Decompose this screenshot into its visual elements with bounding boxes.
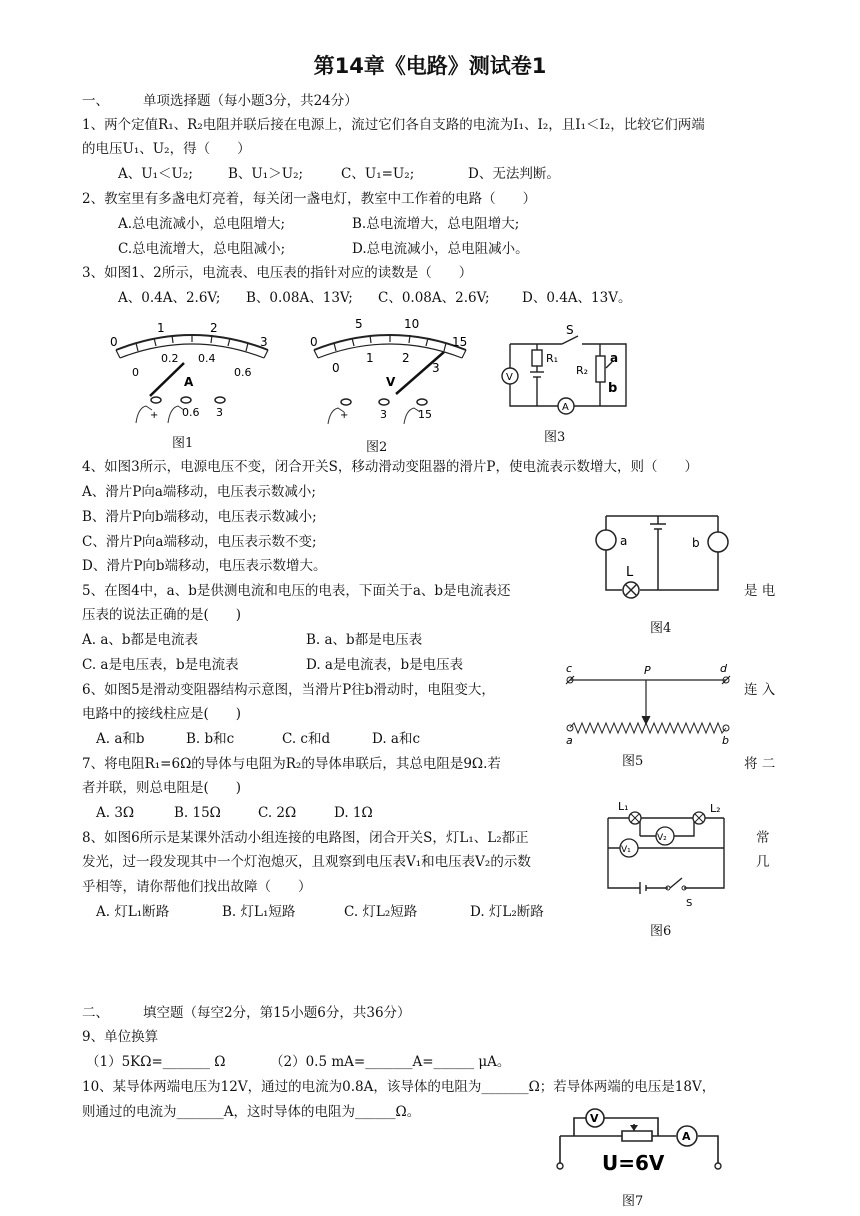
q6-option-b: B. b和c (186, 731, 235, 747)
q4-stem: 4、如图3所示，电源电压不变，闭合开关S，移动滑动变阻器的滑片P，使电流表示数增大，则（ ） (82, 459, 699, 475)
q4-option-c: C、滑片P向a端移动，电压表示数不变; (82, 534, 317, 550)
q5-stem-line1-tail: 是 电 (744, 583, 776, 599)
fig2-caption: 图2 (366, 440, 388, 455)
q8-stem-line1: 8、如图6所示是某课外活动小组连接的电路图，闭合开关S，灯L₁、L₂都正 (82, 830, 529, 846)
q5-stem-line2: 压表的说法正确的是( ) (82, 607, 242, 623)
q6-option-a: A. a和b (96, 731, 145, 747)
fig1-top-tick-3: 3 (260, 335, 268, 349)
fig1-top-tick-0: 0 (110, 335, 118, 349)
fig1-top-tick-1: 1 (157, 321, 165, 335)
fig4-meter-a (596, 530, 616, 550)
fig1-terminal-3: 3 (216, 406, 223, 419)
svg-text:A: A (562, 402, 569, 413)
q8-option-a: A. 灯L₁断路 (96, 904, 170, 920)
q1-option-a: A、U₁＜U₂; (118, 166, 193, 182)
fig4-a-label: a (620, 534, 628, 548)
q6-stem-line1: 6、如图5是滑动变阻器结构示意图，当滑片P往b滑动时，电阻变大， (82, 682, 495, 698)
fig5-caption: 图5 (622, 754, 644, 769)
q9-part2: （2）0.5 mA=_______A=______ μA。 (270, 1054, 511, 1070)
q7-stem-line2: 者并联，则总电阻是( ) (82, 780, 242, 796)
section1-number: 一、 (82, 93, 109, 109)
q1-option-b: B、U₁＞U₂; (228, 166, 304, 182)
fig2-bottom-tick-3: 3 (432, 361, 440, 375)
fig5-a-label: a (566, 734, 573, 747)
figure-4-circuit (594, 502, 730, 604)
fig4-caption: 图4 (650, 621, 672, 636)
fig1-bottom-tick-3: 0.6 (234, 366, 252, 379)
fig2-terminal-15: 15 (418, 408, 432, 421)
fig4-lamp-label: L (626, 565, 634, 580)
fig2-bottom-tick-2: 2 (402, 351, 410, 365)
q5-stem-line1: 5、在图4中，a、b是供测电流和电压的电表，下面关于a、b是电流表还 (82, 583, 511, 599)
fig5-p-label: P (644, 664, 651, 677)
figure-2-voltmeter (304, 312, 476, 424)
q7-option-b: B. 15Ω (174, 805, 221, 821)
fig5-b-label: b (722, 734, 729, 747)
fig3-b-label: b (608, 381, 618, 396)
q8-stem-line2-tail: 几 (756, 854, 770, 870)
q2-option-a: A.总电流减小，总电阻增大; (118, 216, 286, 232)
q4-option-a: A、滑片P向a端移动，电压表示数减小; (82, 484, 316, 500)
fig1-bottom-tick-1: 0.2 (161, 352, 179, 365)
q7-option-a: A. 3Ω (96, 805, 135, 821)
q6-option-c: C. c和d (282, 731, 331, 747)
q7-stem-line1: 7、将电阻R₁=6Ω的导体与电阻为R₂的导体串联后，其总电阻是9Ω.若 (82, 756, 501, 772)
q2-option-d: D.总电流减小，总电阻减小。 (352, 241, 529, 257)
q6-option-d: D. a和c (372, 731, 421, 747)
q3-option-a: A、0.4A、2.6V; (118, 290, 221, 306)
q8-stem-line3: 乎相等，请你帮他们找出故障（ ） (82, 879, 312, 895)
section2-number: 二、 (82, 1005, 109, 1021)
fig1-bottom-tick-0: 0 (132, 366, 139, 379)
fig6-caption: 图6 (650, 924, 672, 939)
q8-option-d: D. 灯L₂断路 (470, 904, 544, 920)
fig3-a-label: a (610, 351, 619, 365)
fig3-r2-label: R₂ (576, 364, 589, 377)
q8-stem-line1-tail: 常 (756, 830, 770, 846)
q8-stem-line2: 发光，过一段发现其中一个灯泡熄灭，且观察到电压表V₁和电压表V₂的示数 (82, 854, 531, 870)
q6-stem-line1-tail: 连 入 (744, 682, 776, 698)
q8-option-b: B. 灯L₁短路 (222, 904, 296, 920)
fig6-v2-label: V₂ (657, 833, 667, 843)
q3-option-d: D、0.4A、13V。 (522, 290, 632, 306)
fig4-b-label: b (692, 536, 700, 550)
fig2-unit: V (386, 375, 396, 389)
q10-stem-line2: 则通过的电流为_______A，这时导体的电阻为______Ω。 (82, 1104, 421, 1120)
fig1-bottom-tick-2: 0.4 (198, 352, 216, 365)
q1-stem-line1: 1、两个定值R₁、R₂电阻并联后接在电源上，流过它们各自支路的电流为I₁、I₂，且I₁＜I₂，比较它们两端 (82, 117, 705, 133)
fig2-top-tick-10: 10 (404, 317, 420, 331)
fig6-v1-label: V₁ (621, 845, 631, 855)
q6-stem-line2: 电路中的接线柱应是( ) (82, 706, 242, 722)
q3-option-b: B、0.08A、13V; (246, 290, 353, 306)
q7-stem-line1-tail: 将 二 (744, 756, 776, 772)
fig1-top-tick-2: 2 (210, 321, 218, 335)
q5-option-c: C. a是电压表，b是电流表 (82, 657, 239, 673)
fig1-terminal-0-6: 0.6 (182, 406, 200, 419)
q3-stem: 3、如图1、2所示，电流表、电压表的指针对应的读数是（ ） (82, 265, 473, 281)
fig7-caption: 图7 (622, 1194, 644, 1209)
q9-stem: 9、单位换算 (82, 1029, 159, 1045)
q8-option-c: C. 灯L₂短路 (344, 904, 418, 920)
q2-option-c: C.总电流增大，总电阻减小; (118, 241, 286, 257)
page-title: 第14章《电路》测试卷1 (313, 54, 547, 78)
fig1-needle (150, 363, 184, 396)
svg-text:V: V (506, 372, 513, 383)
q4-option-b: B、滑片P向b端移动，电压表示数减小; (82, 509, 317, 525)
fig3-switch-label: S (566, 323, 574, 337)
svg-text:V: V (590, 1112, 599, 1125)
fig1-caption: 图1 (172, 436, 194, 451)
fig6-l2-label: L₂ (710, 802, 721, 815)
q4-option-d: D、滑片P向b端移动，电压表示数增大。 (82, 558, 327, 574)
q1-option-c: C、U₁=U₂; (341, 166, 415, 182)
fig2-top-tick-0: 0 (310, 335, 318, 349)
svg-text:A: A (682, 1130, 691, 1143)
fig6-l1-label: L₁ (618, 800, 629, 813)
fig5-d-label: d (720, 662, 727, 675)
q3-option-c: C、0.08A、2.6V; (378, 290, 490, 306)
fig2-top-tick-15: 15 (452, 335, 468, 349)
fig6-switch-label: S (686, 898, 693, 909)
svg-text:+: + (150, 410, 159, 421)
fig2-bottom-tick-1: 1 (366, 351, 374, 365)
fig2-terminal-3: 3 (380, 408, 387, 421)
q1-option-d: D、无法判断。 (468, 166, 560, 182)
figure-5-rheostat (562, 662, 734, 748)
q5-option-d: D. a是电流表，b是电压表 (306, 657, 464, 673)
svg-text:+: + (340, 410, 349, 421)
q2-stem: 2、教室里有多盏电灯亮着，每关闭一盏电灯，教室中工作着的电路（ ） (82, 191, 537, 207)
q9-part1: （1）5KΩ=_______ Ω (86, 1054, 226, 1070)
q10-stem-line1: 10、某导体两端电压为12V，通过的电流为0.8A，该导体的电阻为_______Ω；若导体两端的电压是18V， (82, 1079, 716, 1095)
fig2-top-tick-5: 5 (355, 317, 363, 331)
fig1-unit: A (184, 375, 194, 389)
figure-3-circuit (496, 320, 636, 415)
q2-option-b: B.总电流增大，总电阻增大; (352, 216, 520, 232)
q7-option-c: C. 2Ω (258, 805, 297, 821)
fig4-meter-b (708, 532, 728, 552)
figure-6-circuit (598, 796, 734, 912)
q7-option-d: D. 1Ω (334, 805, 373, 821)
fig2-bottom-tick-0: 0 (332, 361, 340, 375)
fig3-r1-label: R₁ (546, 352, 559, 365)
figure-7-circuit (552, 1104, 726, 1184)
figure-1-ammeter (106, 318, 278, 423)
q5-option-a: A. a、b都是电流表 (82, 632, 199, 648)
section1-heading: 单项选择题（每小题3分，共24分） (143, 93, 358, 109)
q5-option-b: B. a、b都是电压表 (306, 632, 423, 648)
fig5-c-label: c (566, 662, 573, 675)
fig7-voltage-label: U=6V (602, 1151, 665, 1175)
fig3-caption: 图3 (544, 430, 566, 445)
section2-heading: 填空题（每空2分，第15小题6分，共36分） (143, 1005, 411, 1021)
q1-stem-line2: 的电压U₁、U₂，得（ ） (82, 141, 251, 157)
